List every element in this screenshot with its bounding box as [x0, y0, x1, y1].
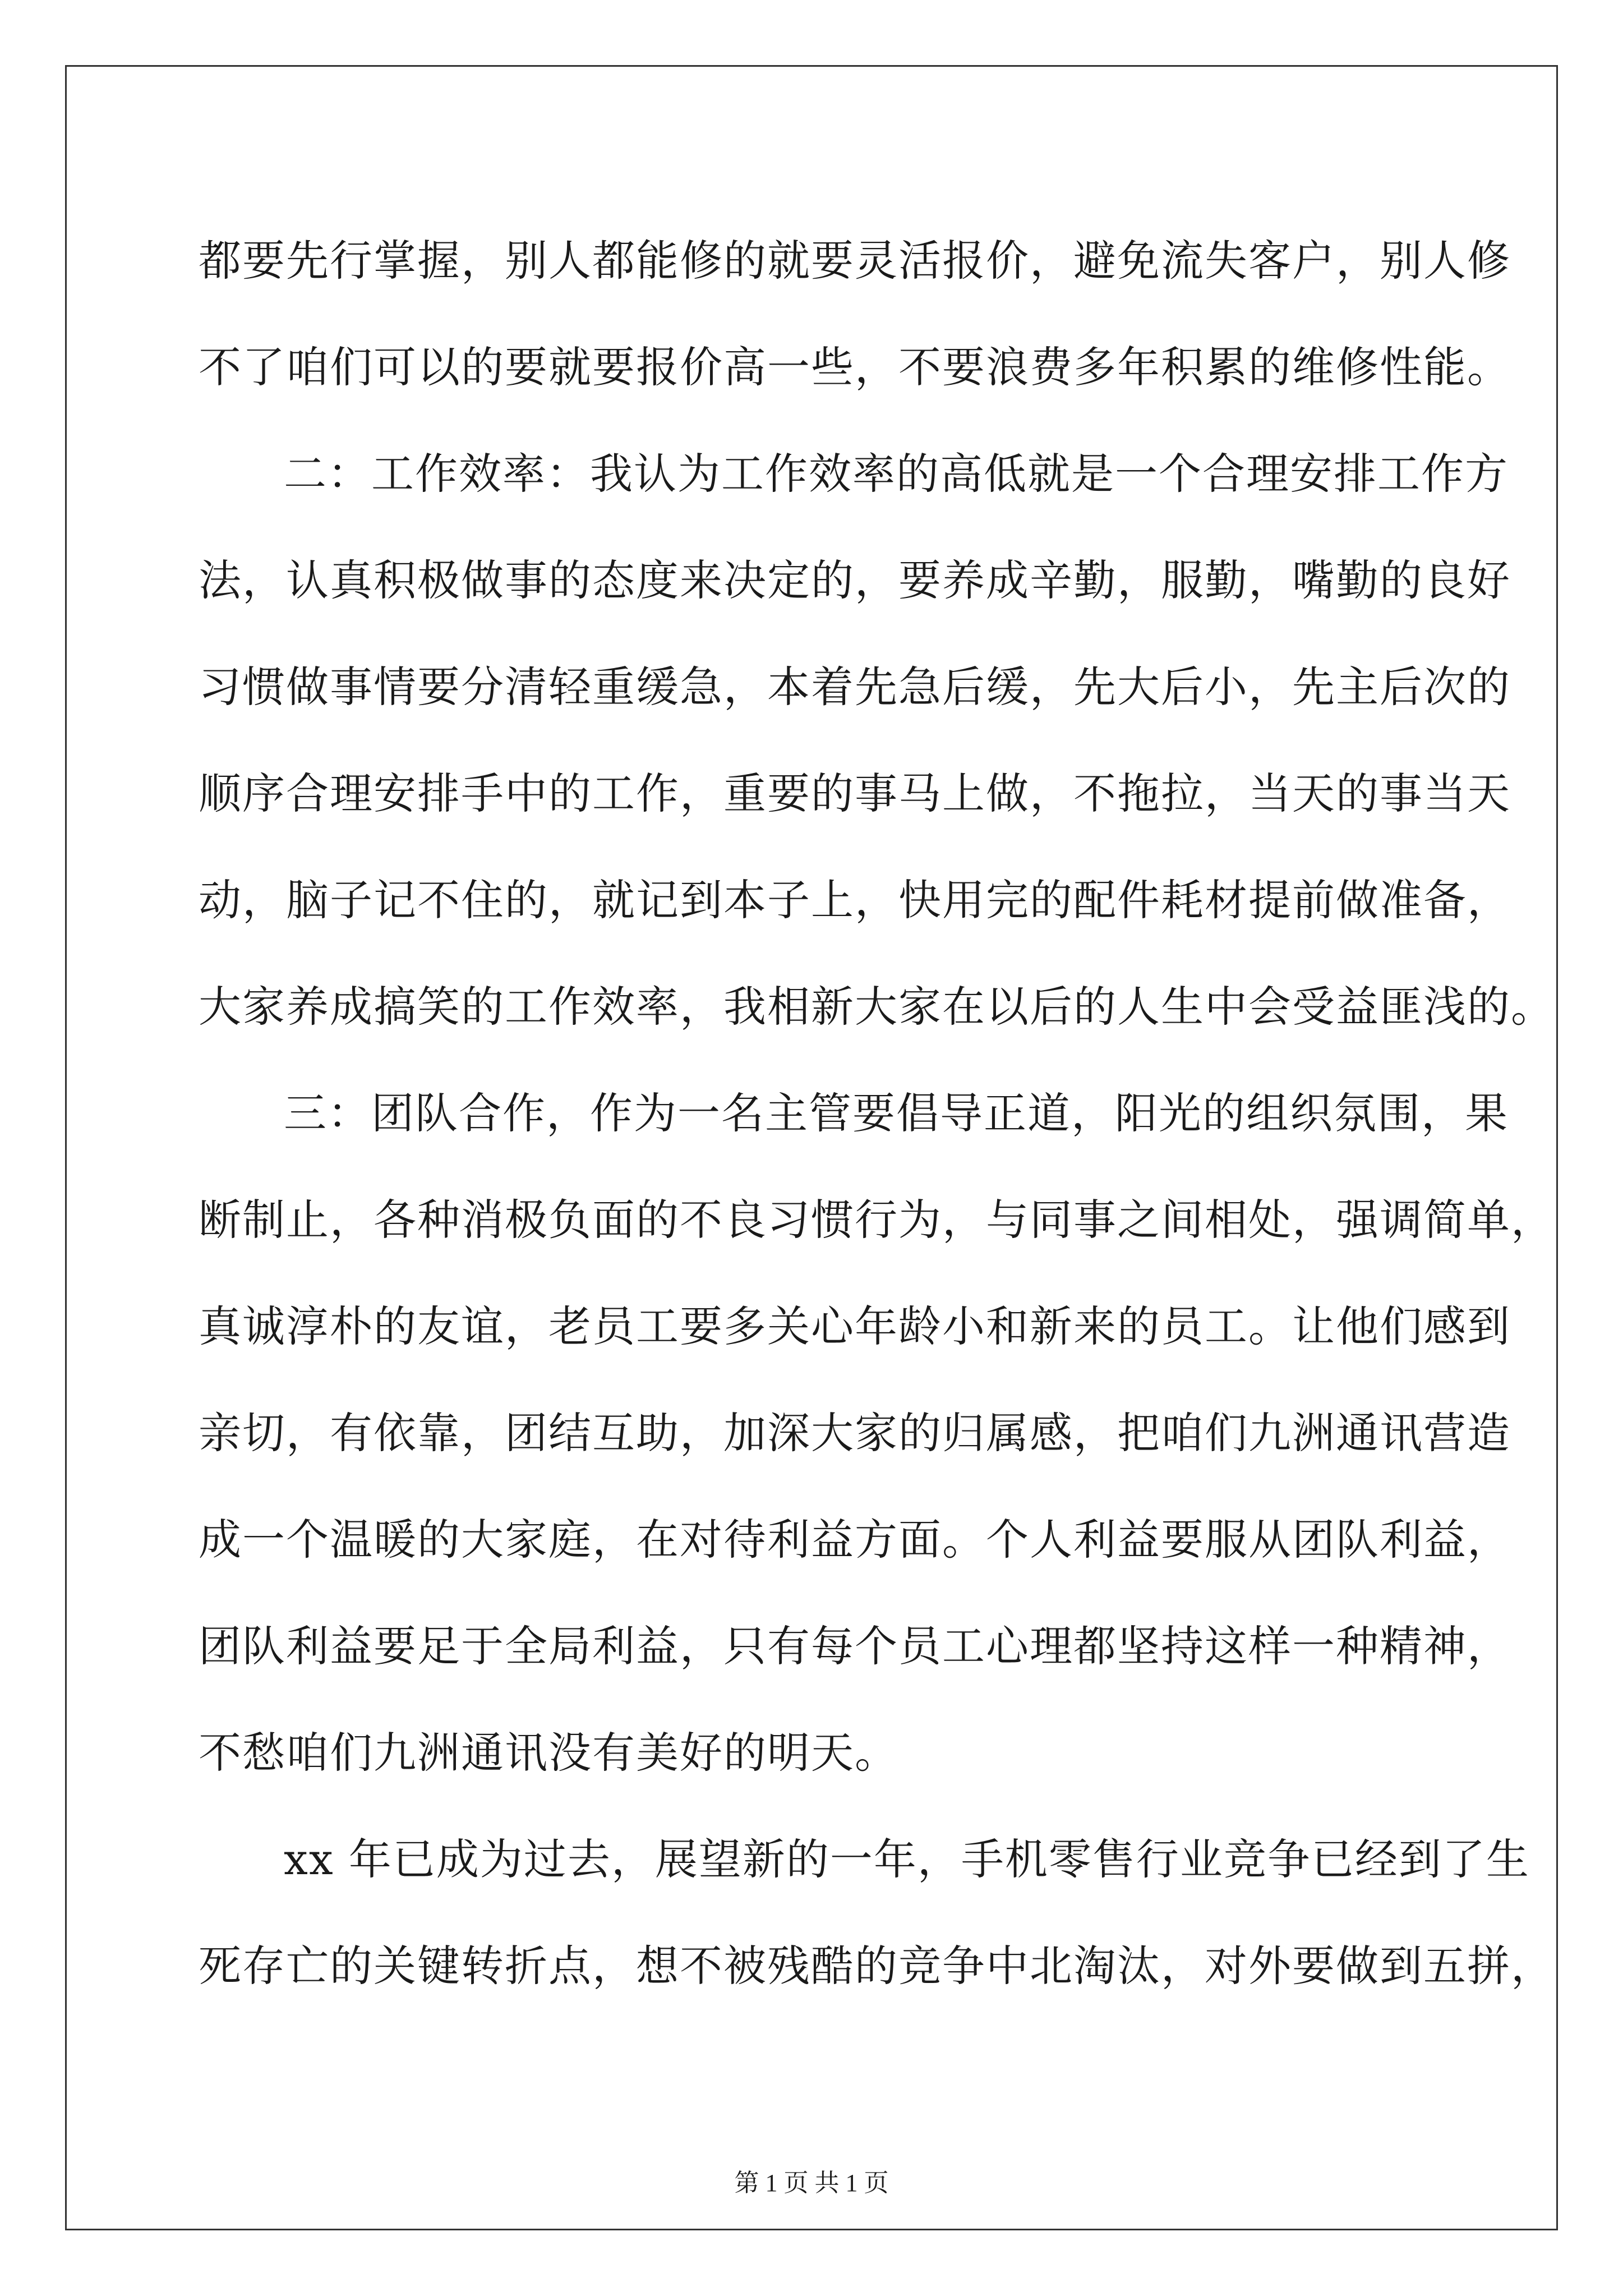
text-line: 都要先行掌握，别人都能修的就要灵活报价，避免流失客户，别人修: [199, 236, 1511, 286]
text-line: 断制止，各种消极负面的不良习惯行为，与同事之间相处，强调简单，: [199, 1195, 1555, 1245]
paragraph-start-line: xx 年已成为过去，展望新的一年，手机零售行业竞争已经到了生: [284, 1834, 1530, 1884]
text-line: 不愁咱们九洲通讯没有美好的明天。: [199, 1728, 898, 1778]
text-line: 真诚淳朴的友谊，老员工要多关心年龄小和新来的员工。让他们感到: [199, 1301, 1511, 1351]
text-line: 成一个温暖的大家庭，在对待利益方面。个人利益要服从团队利益，: [199, 1515, 1511, 1565]
text-line: 动，脑子记不住的，就记到本子上，快用完的配件耗材提前做准备，: [199, 875, 1511, 925]
text-line: 死存亡的关键转折点，想不被残酷的竞争中北淘汰，对外要做到五拼，: [199, 1941, 1555, 1991]
text-line: 习惯做事情要分清轻重缓急，本着先急后缓，先大后小，先主后次的: [199, 662, 1511, 712]
text-line: 团队利益要足于全局利益，只有每个员工心理都坚持这样一种精神，: [199, 1621, 1511, 1671]
text-line: 大家养成搞笑的工作效率，我相新大家在以后的人生中会受益匪浅的。: [199, 982, 1555, 1032]
text-line: 顺序合理安排手中的工作，重要的事马上做，不拖拉，当天的事当天: [199, 769, 1511, 818]
text-line: 不了咱们可以的要就要报价高一些，不要浪费多年积累的维修性能。: [199, 342, 1511, 392]
paragraph-start-line: 三：团队合作，作为一名主管要倡导正道，阳光的组织氛围，果: [284, 1088, 1509, 1138]
text-line: 亲切，有依靠，团结互助，加深大家的归属感，把咱们九洲通讯营造: [199, 1408, 1511, 1458]
text-line: 法，认真积极做事的态度来决定的，要养成辛勤，服勤，嘴勤的良好: [199, 555, 1511, 605]
page-number-footer: 第 1 页 共 1 页: [734, 2169, 889, 2197]
document-body: [199, 208, 1555, 2019]
paragraph-start-line: 二：工作效率：我认为工作效率的高低就是一个合理安排工作方: [284, 449, 1509, 499]
